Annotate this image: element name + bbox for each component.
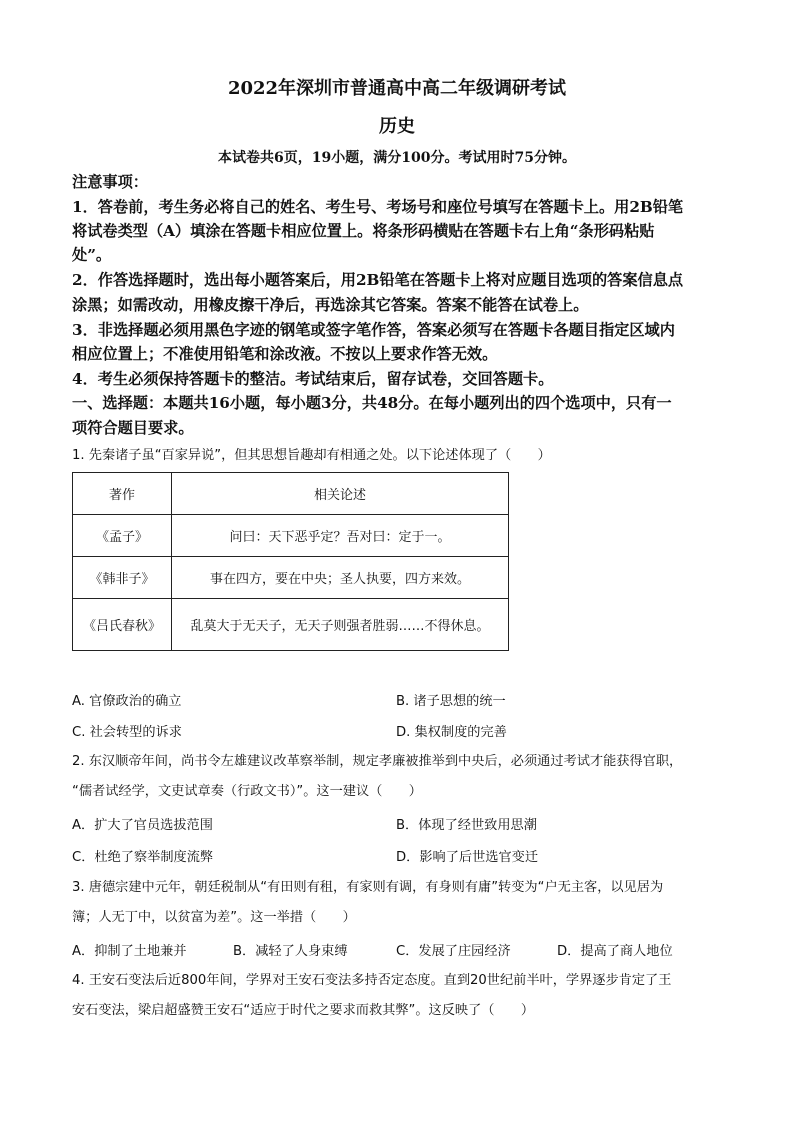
table-row [73,599,509,651]
note-line: 2．作答选择题时，选出每小题答案后，用2B铅笔在答题卡上将对应题目选项的答案信息点 [72,271,684,289]
question-2-option-c: C．杜绝了察举制度流弊 [72,850,214,865]
table-cell: 《吕氏春秋》 [73,599,172,651]
table-header-cell: 著作 [73,473,172,515]
note-line: 3．非选择题必须用黑色字迹的钢笔或签字笔作答，答案必须写在答题卡各题目指定区域内 [72,321,675,339]
question-4-stem: 4. 王安石变法后近800年间，学界对王安石变法多持否定态度。直到20世纪前半叶，学界逐步肯定了王 [72,973,672,988]
question-2-option-b: B．体现了经世致用思潮 [396,818,537,833]
note-line: 涂黑；如需改动，用橡皮擦干净后，再选涂其它答案。答案不能答在试卷上。 [72,296,589,314]
question-2-option-a: A．扩大了官员选拔范围 [72,818,213,833]
question-1-option-c: C. 社会转型的诉求 [72,725,182,740]
question-2-stem: 2. 东汉顺帝年间，尚书令左雄建议改革察举制，规定孝廉被推举到中央后，必须通过考试才能获得官职， [72,754,683,769]
table-row [73,557,509,599]
question-1-option-a: A. 官僚政治的确立 [72,694,182,709]
subject-title: 历史 [379,116,415,137]
table-cell: 乱莫大于无天子，无天子则强者胜弱……不得休息。 [172,599,509,651]
question-2-stem-cont: “儒者试经学，文吏试章奏（行政文书）”。这一建议（ ） [72,784,422,799]
section-heading: 一、选择题：本题共16小题，每小题3分，共48分。在每小题列出的四个选项中，只有一 [72,394,672,412]
table-cell: 问曰：天下恶乎定？吾对曰：定于一。 [172,515,509,557]
question-1-stem: 1. 先秦诸子虽“百家异说”，但其思想旨趣却有相通之处。以下论述体现了（ ） [72,448,551,463]
note-line: 将试卷类型（A）填涂在答题卡相应位置上。将条形码横贴在答题卡右上角“条形码粘贴 [72,222,655,240]
question-1-option-d: D. 集权制度的完善 [396,725,507,740]
exam-title: 2022年深圳市普通高中高二年级调研考试 [227,78,567,99]
table-row [73,515,509,557]
note-line: 相应位置上；不准使用铅笔和涂改液。不按以上要求作答无效。 [72,345,498,363]
section-heading-cont: 项符合题目要求。 [72,419,194,437]
question-3-option-d: D．提高了商人地位 [557,944,673,959]
table-header-row [73,473,509,515]
note-line: 处”。 [72,246,112,264]
table-cell: 事在四方，要在中央；圣人执要，四方来效。 [172,557,509,599]
notes-heading: 注意事项： [72,173,148,191]
question-3-stem: 3. 唐德宗建中元年，朝廷税制从“有田则有租，有家则有调，有身则有庸”转变为“户无主客，以见居为 [72,880,664,895]
question-1-table [72,472,509,651]
question-3-option-c: C．发展了庄园经济 [396,944,511,959]
question-1-option-b: B. 诸子思想的统一 [396,694,506,709]
note-line: 1．答卷前，考生务必将自己的姓名、考生号、考场号和座位号填写在答题卡上。用2B铅笔 [72,198,684,216]
question-3-option-a: A．抑制了土地兼并 [72,944,187,959]
question-2-option-d: D．影响了后世选官变迁 [396,850,539,865]
table-cell: 《韩非子》 [73,557,172,599]
question-4-stem-cont: 安石变法，梁启超盛赞王安石“适应于时代之要求而救其弊”。这反映了（ ） [72,1003,535,1018]
question-3-stem-cont: 簿；人无丁中，以贫富为差”。这一举措（ ） [72,910,356,925]
exam-info: 本试卷共6页，19小题，满分100分。考试用时75分钟。 [218,150,576,166]
table-header-cell: 相关论述 [172,473,509,515]
question-3-option-b: B．减轻了人身束缚 [233,944,348,959]
table-cell: 《孟子》 [73,515,172,557]
note-line: 4．考生必须保持答题卡的整洁。考试结束后，留存试卷，交回答题卡。 [72,370,554,388]
